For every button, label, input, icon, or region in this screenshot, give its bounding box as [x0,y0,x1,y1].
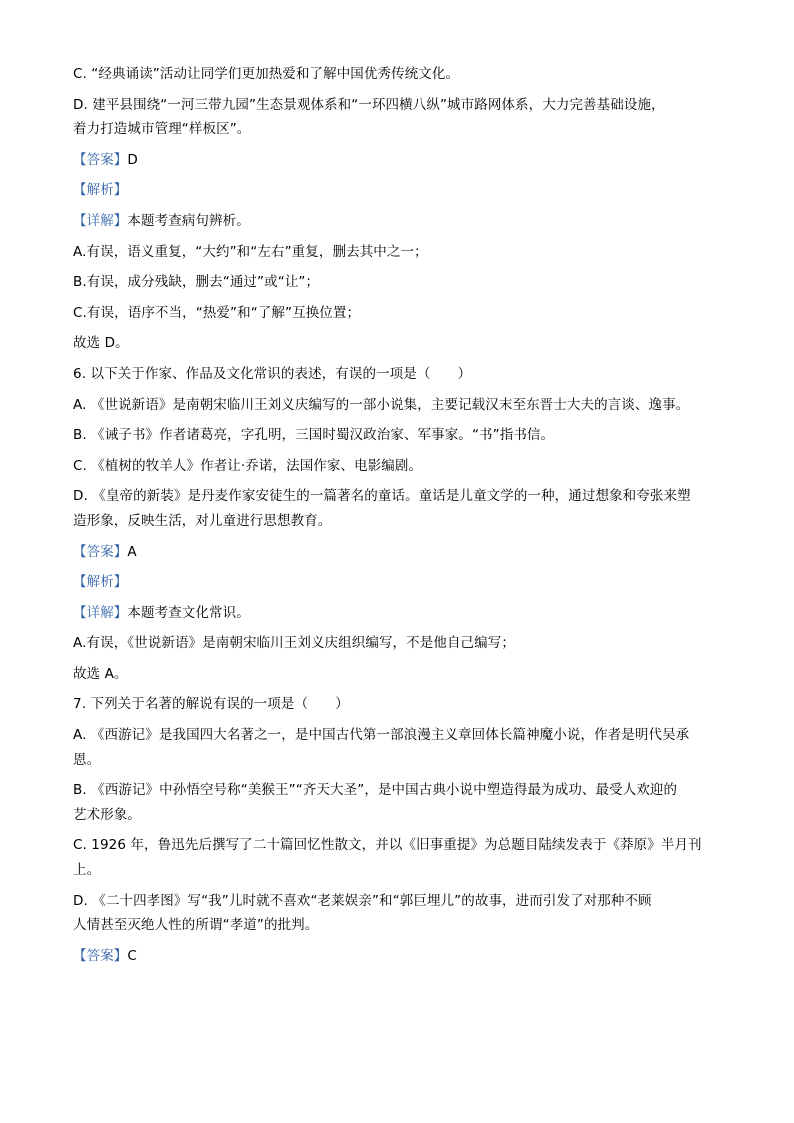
line-text: D. 建平县围绕“一河三带九园”生态景观体系和“一环四横八纵”城市路网体系，大力完善基础设施， [73,96,665,113]
line-text: A.有误，《世说新语》是南朝宋临川王刘义庆组织编写，不是他自己编写； [73,635,515,652]
answer-line [73,542,723,562]
line-text: A.有误，语义重复，“大约”和“左右”重复，删去其中之一； [73,243,428,260]
text-line [73,456,723,476]
line-text: 人情甚至灭绝人性的所谓“孝道”的批判。 [73,917,319,934]
line-text: 6. 以下关于作家、作品及文化常识的表述，有误的一项是（ ） [73,365,472,382]
line-text: 造形象，反映生活，对儿童进行思想教育。 [73,512,332,529]
text-line [73,780,723,800]
line-text: C.有误，语序不当，“热爱”和“了解”互换位置； [73,304,361,321]
line-text: 上。 [73,862,101,879]
line-text: C. 《植树的牧羊人》作者让·乔诺，法国作家、电影编剧。 [73,457,423,474]
text-line [73,750,723,770]
line-text: 艺术形象。 [73,806,141,823]
answer-line [73,180,723,200]
text-line [73,725,723,745]
text-line [73,486,723,506]
answer-line [73,211,723,231]
text-line [73,425,723,445]
text-line [73,664,723,684]
section-tag: 【解析】 [73,574,128,591]
line-text: A [127,543,137,560]
line-text: 本题考查文化常识。 [127,604,250,621]
text-line [73,511,723,531]
section-tag: 【详解】 [73,604,128,621]
text-line [73,64,723,84]
line-text: C. 1926 年，鲁迅先后撰写了二十篇回忆性散文，并以《旧事重提》为总题目陆续发表于《莽原》半月刊 [73,837,702,854]
line-text: 本题考查病句辨析。 [127,212,250,229]
document-body [73,64,723,976]
line-text: 故选 D。 [73,335,129,352]
text-line [73,242,723,262]
answer-line [73,150,723,170]
line-text: C [127,947,137,964]
section-tag: 【答案】 [73,151,128,168]
text-line [73,694,723,714]
answer-line [73,572,723,592]
section-tag: 【详解】 [73,212,128,229]
line-text: 恩。 [73,751,101,768]
answer-line [73,946,723,966]
section-tag: 【解析】 [73,182,128,199]
line-text: A. 《西游记》是我国四大名著之一，是中国古代第一部浪漫主义章回体长篇神魔小说，作者是明代吴承 [73,727,690,744]
line-text: 故选 A。 [73,665,128,682]
text-line [73,633,723,653]
line-text: D. 《皇帝的新装》是丹麦作家安徒生的一篇著名的童话。童话是儿童文学的一种，通过想象和夸张来塑 [73,488,691,505]
line-text: 7. 下列关于名著的解说有误的一项是（ ） [73,696,349,713]
text-line [73,303,723,323]
answer-line [73,603,723,623]
line-text: D [127,151,138,168]
text-line [73,95,723,115]
text-line [73,860,723,880]
text-line [73,119,723,139]
text-line [73,805,723,825]
line-text: D. 《二十四孝图》写“我”儿时就不喜欢“老莱娱亲”和“郭巨埋儿”的故事，进而引发了对那种不顾 [73,892,652,909]
line-text: B.有误，成分残缺，删去“通过”或“让”； [73,274,320,291]
text-line [73,891,723,911]
text-line [73,915,723,935]
line-text: B. 《西游记》中孙悟空号称“美猴王”“齐天大圣”，是中国古典小说中塑造得最为成功、最受人欢迎的 [73,782,678,799]
text-line [73,272,723,292]
line-text: 着力打造城市管理“样板区”。 [73,121,251,138]
line-text: A. 《世说新语》是南朝宋临川王刘义庆编写的一部小说集，主要记载汉末至东晋士大夫的言谈、逸事。 [73,396,690,413]
text-line [73,333,723,353]
text-line [73,835,723,855]
section-tag: 【答案】 [73,543,128,560]
text-line [73,364,723,384]
line-text: B. 《诫子书》作者诸葛亮，字孔明，三国时蜀汉政治家、军事家。“书”指书信。 [73,427,555,444]
section-tag: 【答案】 [73,947,128,964]
line-text: C. “经典诵读”活动让同学们更加热爱和了解中国优秀传统文化。 [73,66,460,82]
text-line [73,395,723,415]
